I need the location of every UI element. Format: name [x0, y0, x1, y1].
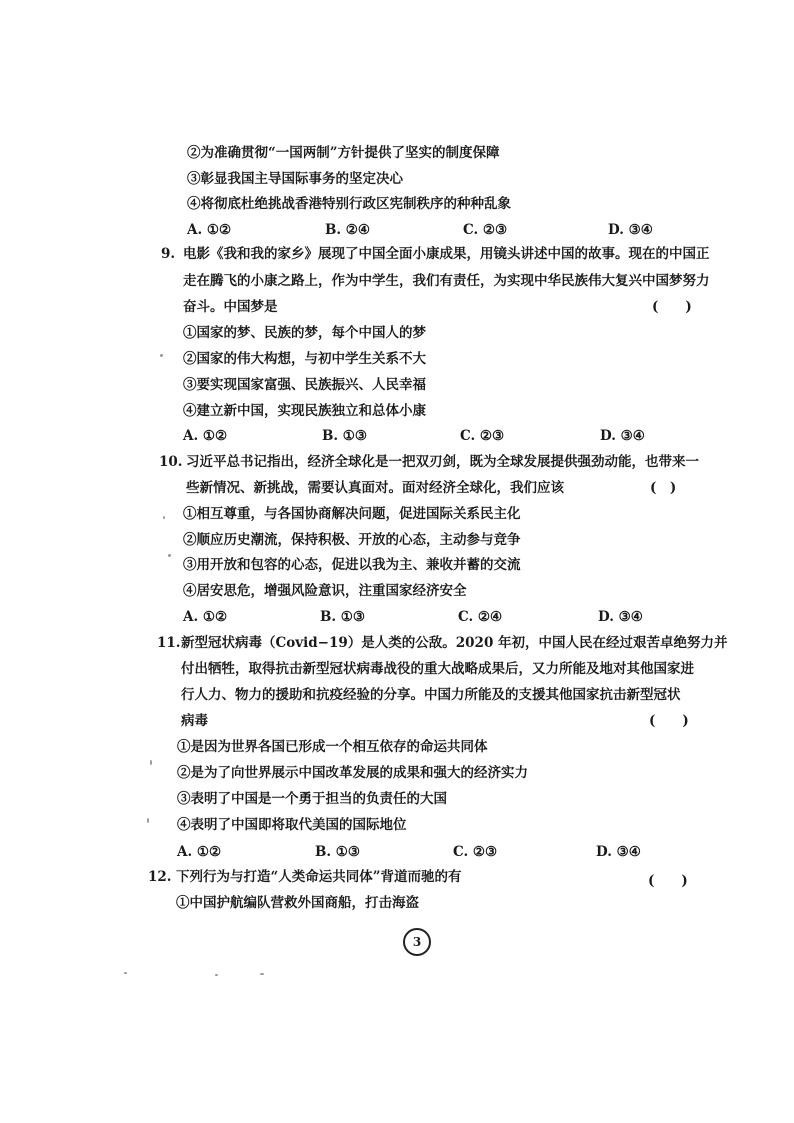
q9-item-1: ①国家的梦、民族的梦，每个中国人的梦	[183, 325, 426, 341]
scan-speck	[147, 818, 149, 823]
q10-answer-paren: ( )	[650, 480, 677, 496]
q10-option-c: C. ②④	[458, 609, 503, 625]
q11-answer-paren: ( )	[649, 713, 689, 729]
scan-speck	[260, 973, 264, 975]
scan-speck	[124, 972, 127, 974]
q9-option-d: D. ③④	[600, 428, 645, 444]
q11-item-4: ④表明了中国即将取代美国的国际地位	[177, 817, 407, 833]
q11-stem-line: 新型冠状病毒（Covid−19）是人类的公敌。2020 年初，中国人民在经过艰苦卓绝努力并	[181, 635, 728, 651]
q9-item-3: ③要实现国家富强、民族振兴、人民幸福	[183, 377, 426, 393]
q8-option-b: B. ②④	[325, 222, 371, 238]
q10-number: 10.	[159, 454, 183, 470]
q11-stem-line: 病毒	[181, 713, 208, 729]
q11-stem-line: 付出牺牲，取得抗击新型冠状病毒战役的重大战略成果后，又力所能及地对其他国家进	[181, 661, 694, 677]
q9-option-b: B. ①③	[322, 428, 368, 444]
q11-option-b: B. ①③	[315, 844, 361, 860]
q9-answer-paren: ( )	[652, 299, 692, 315]
q8-option-d: D. ③④	[608, 222, 653, 238]
q10-item-3: ③用开放和包容的心态，促进以我为主、兼收并蓄的交流	[183, 557, 521, 573]
q11-option-c: C. ②③	[453, 844, 498, 860]
q8-item-3: ③彰显我国主导国际事务的坚定决心	[187, 171, 403, 187]
q8-item-4: ④将彻底杜绝挑战香港特别行政区宪制秩序的种种乱象	[187, 196, 511, 212]
q9-option-c: C. ②③	[460, 428, 505, 444]
q12-number: 12.	[148, 869, 172, 885]
q11-number: 11.	[157, 635, 181, 651]
q11-stem-line: 行人力、物力的援助和抗疫经验的分享。中国力所能及的支援其他国家抗击新型冠状	[181, 687, 681, 703]
q11-item-2: ②是为了向世界展示中国改革发展的成果和强大的经济实力	[177, 765, 528, 781]
q9-number: 9.	[161, 246, 176, 262]
scan-speck	[215, 974, 218, 976]
q9-stem-line: 走在腾飞的小康之路上，作为中学生，我们有责任，为实现中华民族伟大复兴中国梦努力	[183, 273, 710, 289]
q8-item-2: ②为准确贯彻“一国两制”方针提供了坚实的制度保障	[187, 145, 500, 161]
q9-item-2: ②国家的伟大构想，与初中学生关系不大	[183, 351, 426, 367]
scan-speck	[163, 516, 165, 519]
q10-stem-line: 些新情况、新挑战，需要认真面对。面对经济全球化，我们应该	[186, 480, 564, 496]
q10-option-d: D. ③④	[598, 609, 643, 625]
q9-stem-line: 电影《我和我的家乡》展现了中国全面小康成果，用镜头讲述中国的故事。现在的中国正	[183, 246, 710, 262]
q10-option-b: B. ①③	[320, 609, 366, 625]
q12-answer-paren: ( )	[648, 873, 688, 889]
q8-option-a: A. ①②	[187, 222, 232, 238]
q10-item-4: ④居安思危，增强风险意识，注重国家经济安全	[183, 583, 467, 599]
q10-option-a: A. ①②	[183, 609, 228, 625]
q12-stem-line: 下列行为与打造“人类命运共同体”背道而驰的有	[176, 869, 462, 885]
q11-option-a: A. ①②	[177, 844, 222, 860]
page-number: 3	[403, 928, 431, 956]
scan-speck	[160, 354, 163, 357]
q11-option-d: D. ③④	[596, 844, 641, 860]
q12-item-1: ①中国护航编队营救外国商船，打击海盗	[176, 895, 419, 911]
q11-item-1: ①是因为世界各国已形成一个相互依存的命运共同体	[177, 739, 488, 755]
scan-speck	[168, 554, 171, 557]
q8-option-c: C. ②③	[463, 222, 508, 238]
scan-speck	[150, 760, 152, 765]
q11-item-3: ③表明了中国是一个勇于担当的负责任的大国	[177, 791, 447, 807]
q10-stem-line: 习近平总书记指出，经济全球化是一把双刃剑，既为全球发展提供强劲动能，也带来一	[186, 454, 699, 470]
q10-item-1: ①相互尊重，与各国协商解决问题，促进国际关系民主化	[183, 506, 521, 522]
q10-item-2: ②顺应历史潮流，保持积极、开放的心态，主动参与竞争	[183, 532, 521, 548]
q9-option-a: A. ①②	[183, 428, 228, 444]
q9-item-4: ④建立新中国，实现民族独立和总体小康	[183, 403, 426, 419]
q9-stem-line: 奋斗。中国梦是	[183, 299, 278, 315]
